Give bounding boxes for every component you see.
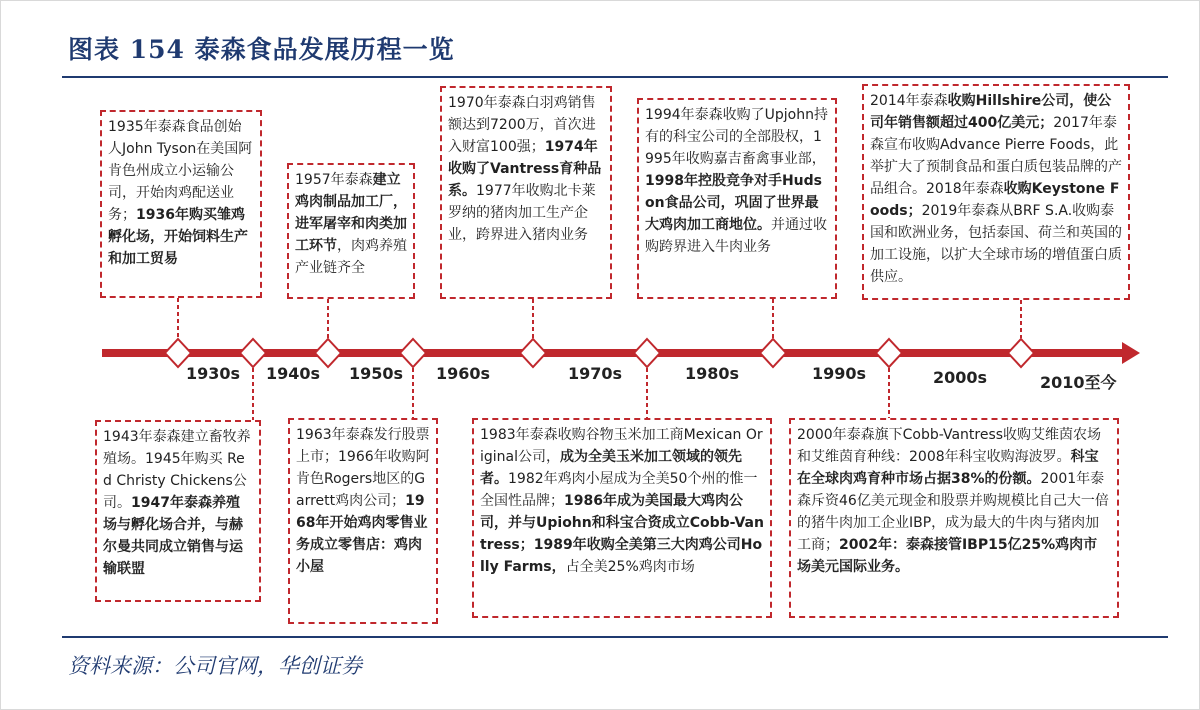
decade-label-1970s: 1970s [568, 364, 623, 383]
event-box-2014 [862, 84, 1130, 300]
event-text-segment: 2014年泰森 [870, 93, 948, 109]
event-box-2000 [789, 418, 1119, 618]
timeline-marker-5 [634, 339, 660, 367]
event-box-1935 [100, 110, 262, 298]
timeline-marker-3 [400, 339, 426, 367]
decade-label-1950s: 1950s [349, 364, 404, 383]
event-text-segment: 1983年泰森收购谷物玉米加工商Mexican Original公司， [480, 427, 763, 465]
event-text-segment: 1986年成为美国最大鸡肉公司，并与Upiohn和科宝合资成立Cobb-Vantress；1989年收购全美第三大肉鸡公司Holly Farms， [480, 493, 764, 575]
event-text-segment: 2001年泰森斥资46亿美元现金和股票并购规模比自己大一倍的猪牛肉加工企业IBP，成为最大的牛肉与猪肉加工商； [797, 471, 1109, 553]
event-text-segment: 1968年开始鸡肉零售业务成立零售店：鸡肉小屋 [296, 493, 428, 575]
timeline-marker-7 [876, 339, 902, 367]
event-text-segment: 1943年泰森建立畜牧养殖场。1945年购买 Red Christy Chickens公司。 [103, 429, 251, 511]
event-text-segment: 1957年泰森 [295, 172, 373, 188]
event-box-1943 [95, 420, 261, 602]
decade-label-1990s: 1990s [812, 364, 867, 383]
event-box-1994 [637, 98, 837, 299]
event-box-1963 [288, 418, 438, 624]
decade-label-2000s: 2000s [933, 368, 988, 387]
event-box-1983 [472, 418, 772, 618]
event-text-segment: 收购Hillshire公司，使公司年销售额超过400亿美元； [870, 93, 1112, 131]
event-text-segment: 1994年泰森收购了Upjohn持有的科宝公司的全部股权，1995年收购嘉吉畜禽事业部， [645, 107, 828, 167]
event-text-segment: 2017年泰森宣布收购Advance Pierre Foods，此举扩大了预制食品和蛋白质包装品牌的产品组合。2018年泰森 [870, 115, 1122, 197]
event-text-segment: 1982年鸡肉小屋成为全美50个州的惟一全国性品牌； [480, 471, 758, 509]
event-box-1957 [287, 163, 415, 299]
timeline-marker-2 [315, 339, 341, 367]
event-text-segment: 1974年收购了Vantress育种品系。 [448, 139, 602, 199]
decade-label-1940s: 1940s [266, 364, 321, 383]
event-text-segment: 1998年控股竞争对手Hudson食品公司，巩固了世界最大鸡肉加工商地位。 [645, 173, 823, 233]
timeline-marker-1 [240, 339, 266, 367]
event-text-segment: 1936年购买雏鸡孵化场，开始饲料生产和加工贸易 [108, 207, 248, 267]
footer-rule [62, 636, 1168, 638]
event-text-segment: 1947年泰森养殖场与孵化场合并，与赫尔曼共同成立销售与运输联盟 [103, 495, 243, 577]
event-text-segment: 科宝在全球肉鸡育种市场占据38%的份额。 [797, 449, 1099, 487]
event-text-segment: 1970年泰森白羽鸡销售额达到7200万，首次进入财富100强； [448, 95, 596, 155]
decade-label-1930s: 1930s [186, 364, 241, 383]
event-text-segment: 收购Keystone Foods； [870, 181, 1120, 219]
event-text-segment: 2000年泰森旗下Cobb-Vantress收购艾维茵农场和艾维茵育种线：2008年科宝收购海波罗。 [797, 427, 1102, 465]
event-text-segment: 占全美25%鸡肉市场 [565, 559, 695, 575]
event-text-segment: 1935年泰森食品创始人John Tyson在美国阿肯色州成立小运输公司，开始肉鸡配送业务； [108, 119, 253, 223]
event-text-segment: 2019年泰森从BRF S.A.收购泰国和欧洲业务，包括泰国、荷兰和英国的加工设施，以扩大全球市场的增值蛋白质供应。 [870, 203, 1122, 285]
timeline-marker-6 [760, 339, 786, 367]
event-text-segment: 并通过收购跨界进入牛肉业务 [645, 217, 827, 255]
event-text-segment: ，肉鸡养殖产业链齐全 [295, 238, 407, 276]
decade-label-1980s: 1980s [685, 364, 740, 383]
timeline-arrowhead [1122, 342, 1140, 364]
event-text-segment: 1963年泰森发行股票上市；1966年收购阿肯色Rogers地区的Garrett鸡肉公司； [296, 427, 430, 509]
timeline-marker-0 [165, 339, 191, 367]
source-note: 资料来源：公司官网，华创证券 [68, 654, 362, 678]
decade-label-2010-present: 2010至今 [1040, 373, 1117, 392]
timeline-marker-8 [1008, 339, 1034, 367]
event-box-1970 [440, 86, 612, 299]
event-text-segment: 2002年：泰森接管IBP15亿25%鸡肉市场美元国际业务。 [797, 537, 1098, 575]
figure-title: 图表 154 泰森食品发展历程一览 [68, 35, 455, 64]
decade-label-1960s: 1960s [436, 364, 491, 383]
event-text-segment: 建立鸡肉制品加工厂，进军屠宰和肉类加工环节 [295, 172, 407, 254]
event-text-segment: 1977年收购北卡莱罗纳的猪肉加工生产企业，跨界进入猪肉业务 [448, 183, 596, 243]
timeline-marker-4 [520, 339, 546, 367]
event-text-segment: 成为全美玉米加工领域的领先者。 [480, 449, 743, 487]
